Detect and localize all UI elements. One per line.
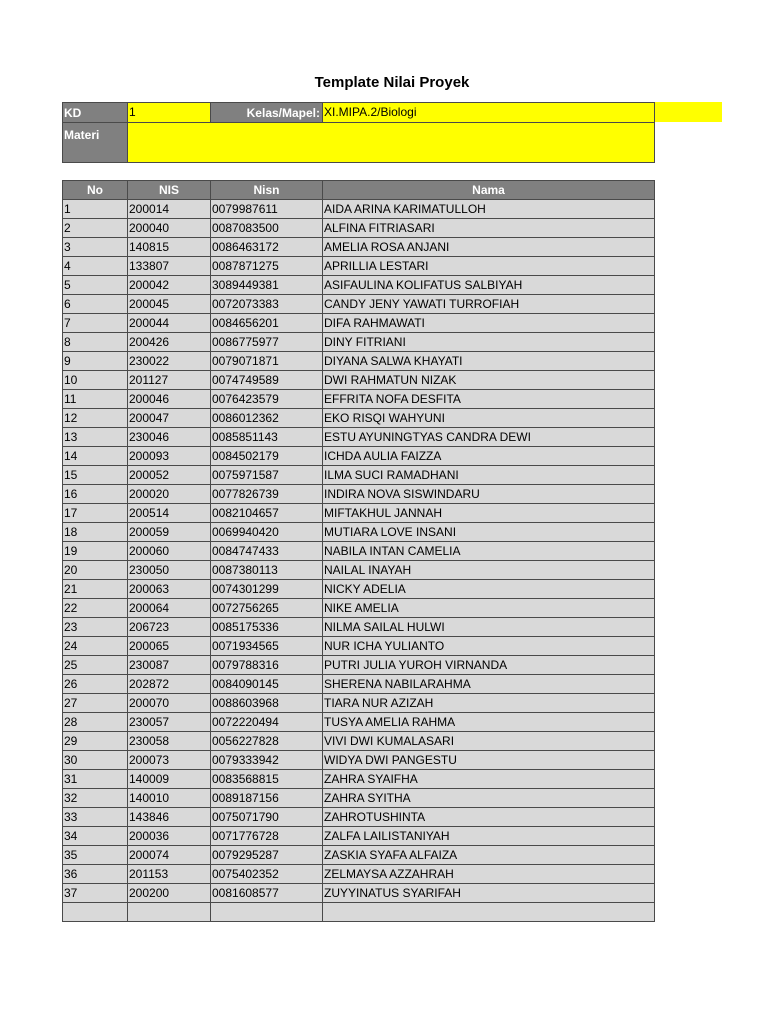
- table-row: [63, 523, 655, 542]
- cell-nama[interactable]: ILMA SUCI RAMADHANI: [323, 466, 655, 485]
- cell-nisn[interactable]: [211, 903, 323, 922]
- cell-no[interactable]: 36: [63, 865, 128, 884]
- cell-nama[interactable]: NABILA INTAN CAMELIA: [323, 542, 655, 561]
- column-header-nis[interactable]: NIS: [128, 181, 211, 200]
- cell-nisn[interactable]: 0071776728: [211, 827, 323, 846]
- table-row: [63, 580, 655, 599]
- cell-nisn[interactable]: 0075971587: [211, 466, 323, 485]
- cell-nis[interactable]: 200070: [128, 694, 211, 713]
- cell-no[interactable]: [63, 903, 128, 922]
- table-row: [63, 770, 655, 789]
- info-table: [62, 102, 655, 163]
- cell-no[interactable]: 12: [63, 409, 128, 428]
- cell-nisn[interactable]: 0087380113: [211, 561, 323, 580]
- cell-nis[interactable]: 140010: [128, 789, 211, 808]
- cell-nama[interactable]: TUSYA AMELIA RAHMA: [323, 713, 655, 732]
- cell-nis[interactable]: 200074: [128, 846, 211, 865]
- cell-no[interactable]: 32: [63, 789, 128, 808]
- cell-nisn[interactable]: 0074749589: [211, 371, 323, 390]
- cell-nama[interactable]: TIARA NUR AZIZAH: [323, 694, 655, 713]
- table-row: [63, 694, 655, 713]
- cell-nis[interactable]: 133807: [128, 257, 211, 276]
- cell-nis[interactable]: 200093: [128, 447, 211, 466]
- cell-nama[interactable]: ZELMAYSA AZZAHRAH: [323, 865, 655, 884]
- cell-nisn[interactable]: 0083568815: [211, 770, 323, 789]
- cell-nis[interactable]: 200042: [128, 276, 211, 295]
- highlight-extension: [654, 102, 722, 122]
- cell-nis[interactable]: 230058: [128, 732, 211, 751]
- cell-nis[interactable]: 200065: [128, 637, 211, 656]
- cell-nis[interactable]: 200514: [128, 504, 211, 523]
- cell-nis[interactable]: 200059: [128, 523, 211, 542]
- table-row: [63, 219, 655, 238]
- cell-no[interactable]: 2: [63, 219, 128, 238]
- cell-nisn[interactable]: 0087083500: [211, 219, 323, 238]
- cell-nama[interactable]: ZALFA LAILISTANIYAH: [323, 827, 655, 846]
- cell-no[interactable]: 8: [63, 333, 128, 352]
- cell-nisn[interactable]: 0077826739: [211, 485, 323, 504]
- cell-no[interactable]: 11: [63, 390, 128, 409]
- cell-nama[interactable]: PUTRI JULIA YUROH VIRNANDA: [323, 656, 655, 675]
- cell-nama[interactable]: ALFINA FITRIASARI: [323, 219, 655, 238]
- table-row: [63, 865, 655, 884]
- table-row: [63, 903, 655, 922]
- cell-no[interactable]: 37: [63, 884, 128, 903]
- table-row: [63, 618, 655, 637]
- table-row: [63, 884, 655, 903]
- cell-no[interactable]: 22: [63, 599, 128, 618]
- cell-no[interactable]: 29: [63, 732, 128, 751]
- cell-nisn[interactable]: 0075402352: [211, 865, 323, 884]
- cell-nama[interactable]: NILMA SAILAL HULWI: [323, 618, 655, 637]
- cell-nama[interactable]: NIKE AMELIA: [323, 599, 655, 618]
- cell-nama[interactable]: MUTIARA LOVE INSANI: [323, 523, 655, 542]
- cell-no[interactable]: 10: [63, 371, 128, 390]
- cell-nis[interactable]: 201153: [128, 865, 211, 884]
- table-row: [63, 257, 655, 276]
- cell-nis[interactable]: 206723: [128, 618, 211, 637]
- table-row: [63, 428, 655, 447]
- cell-nisn[interactable]: 0079987611: [211, 200, 323, 219]
- cell-no[interactable]: 20: [63, 561, 128, 580]
- cell-no[interactable]: 14: [63, 447, 128, 466]
- cell-nisn[interactable]: 0082104657: [211, 504, 323, 523]
- cell-nisn[interactable]: 0079295287: [211, 846, 323, 865]
- cell-nis[interactable]: 230087: [128, 656, 211, 675]
- kd-label: KD: [63, 103, 128, 123]
- table-row: [63, 485, 655, 504]
- cell-nis[interactable]: 200063: [128, 580, 211, 599]
- cell-nisn[interactable]: 0079788316: [211, 656, 323, 675]
- cell-no[interactable]: 33: [63, 808, 128, 827]
- cell-nisn[interactable]: 0069940420: [211, 523, 323, 542]
- cell-nisn[interactable]: 0084656201: [211, 314, 323, 333]
- column-header-nama[interactable]: Nama: [323, 181, 655, 200]
- table-row: [63, 846, 655, 865]
- table-row: [63, 371, 655, 390]
- cell-no[interactable]: 17: [63, 504, 128, 523]
- cell-nis[interactable]: 200040: [128, 219, 211, 238]
- cell-nisn[interactable]: 0089187156: [211, 789, 323, 808]
- cell-nis[interactable]: 230050: [128, 561, 211, 580]
- cell-nama[interactable]: [323, 903, 655, 922]
- cell-nisn[interactable]: 0072220494: [211, 713, 323, 732]
- materi-row: [63, 123, 655, 163]
- table-row: [63, 276, 655, 295]
- cell-nisn[interactable]: 0072756265: [211, 599, 323, 618]
- cell-nisn[interactable]: 0086775977: [211, 333, 323, 352]
- cell-nama[interactable]: ZAHROTUSHINTA: [323, 808, 655, 827]
- table-row: [63, 656, 655, 675]
- table-header-row: [63, 181, 655, 200]
- cell-nama[interactable]: AIDA ARINA KARIMATULLOH: [323, 200, 655, 219]
- cell-nis[interactable]: 200426: [128, 333, 211, 352]
- table-row: [63, 637, 655, 656]
- table-row: [63, 390, 655, 409]
- table-row: [63, 675, 655, 694]
- table-row: [63, 352, 655, 371]
- cell-nis[interactable]: 200046: [128, 390, 211, 409]
- table-row: [63, 751, 655, 770]
- cell-nisn[interactable]: 0074301299: [211, 580, 323, 599]
- student-table: [62, 180, 655, 922]
- cell-nama[interactable]: ZAHRA SYAIFHA: [323, 770, 655, 789]
- cell-nama[interactable]: DIFA RAHMAWATI: [323, 314, 655, 333]
- table-row: [63, 713, 655, 732]
- cell-nisn[interactable]: 0079071871: [211, 352, 323, 371]
- cell-nisn[interactable]: 0084090145: [211, 675, 323, 694]
- cell-no[interactable]: 9: [63, 352, 128, 371]
- cell-nama[interactable]: INDIRA NOVA SISWINDARU: [323, 485, 655, 504]
- cell-no[interactable]: 23: [63, 618, 128, 637]
- cell-nama[interactable]: DWI RAHMATUN NIZAK: [323, 371, 655, 390]
- cell-nis[interactable]: 200200: [128, 884, 211, 903]
- cell-nisn[interactable]: 0085175336: [211, 618, 323, 637]
- table-row: [63, 238, 655, 257]
- cell-nama[interactable]: WIDYA DWI PANGESTU: [323, 751, 655, 770]
- cell-nis[interactable]: 200052: [128, 466, 211, 485]
- cell-no[interactable]: 3: [63, 238, 128, 257]
- kd-row: [63, 103, 655, 123]
- cell-nama[interactable]: APRILLIA LESTARI: [323, 257, 655, 276]
- cell-no[interactable]: 25: [63, 656, 128, 675]
- cell-nisn[interactable]: 0076423579: [211, 390, 323, 409]
- cell-nama[interactable]: CANDY JENY YAWATI TURROFIAH: [323, 295, 655, 314]
- cell-nisn[interactable]: 0075071790: [211, 808, 323, 827]
- cell-nama[interactable]: VIVI DWI KUMALASARI: [323, 732, 655, 751]
- cell-nis[interactable]: 230022: [128, 352, 211, 371]
- cell-no[interactable]: 19: [63, 542, 128, 561]
- table-row: [63, 599, 655, 618]
- cell-nama[interactable]: SHERENA NABILARAHMA: [323, 675, 655, 694]
- table-row: [63, 314, 655, 333]
- table-row: [63, 333, 655, 352]
- cell-nis[interactable]: 200047: [128, 409, 211, 428]
- cell-no[interactable]: 15: [63, 466, 128, 485]
- cell-nis[interactable]: 230057: [128, 713, 211, 732]
- cell-no[interactable]: 34: [63, 827, 128, 846]
- table-row: [63, 200, 655, 219]
- cell-nis[interactable]: 230046: [128, 428, 211, 447]
- materi-value-cell[interactable]: [128, 123, 655, 163]
- cell-no[interactable]: 28: [63, 713, 128, 732]
- cell-nisn[interactable]: 0086012362: [211, 409, 323, 428]
- table-row: [63, 561, 655, 580]
- cell-no[interactable]: 13: [63, 428, 128, 447]
- cell-nama[interactable]: ICHDA AULIA FAIZZA: [323, 447, 655, 466]
- cell-nisn[interactable]: 0081608577: [211, 884, 323, 903]
- cell-no[interactable]: 6: [63, 295, 128, 314]
- cell-nisn[interactable]: 0072073383: [211, 295, 323, 314]
- table-row: [63, 542, 655, 561]
- cell-nama[interactable]: NUR ICHA YULIANTO: [323, 637, 655, 656]
- cell-nama[interactable]: AMELIA ROSA ANJANI: [323, 238, 655, 257]
- sheet-title: Template Nilai Proyek: [314, 74, 470, 91]
- cell-nama[interactable]: MIFTAKHUL JANNAH: [323, 504, 655, 523]
- cell-nisn[interactable]: 0079333942: [211, 751, 323, 770]
- table-row: [63, 295, 655, 314]
- cell-no[interactable]: 24: [63, 637, 128, 656]
- table-row: [63, 789, 655, 808]
- cell-nis[interactable]: [128, 903, 211, 922]
- cell-no[interactable]: 16: [63, 485, 128, 504]
- cell-nama[interactable]: ZASKIA SYAFA ALFAIZA: [323, 846, 655, 865]
- cell-nisn[interactable]: 3089449381: [211, 276, 323, 295]
- cell-nama[interactable]: ESTU AYUNINGTYAS CANDRA DEWI: [323, 428, 655, 447]
- cell-no[interactable]: 27: [63, 694, 128, 713]
- cell-nis[interactable]: 200064: [128, 599, 211, 618]
- student-table-body: [63, 200, 655, 922]
- cell-nis[interactable]: 200036: [128, 827, 211, 846]
- cell-nama[interactable]: EKO RISQI WAHYUNI: [323, 409, 655, 428]
- cell-no[interactable]: 1: [63, 200, 128, 219]
- column-header-nisn[interactable]: Nisn: [211, 181, 323, 200]
- cell-nama[interactable]: ASIFAULINA KOLIFATUS SALBIYAH: [323, 276, 655, 295]
- cell-nisn[interactable]: 0086463172: [211, 238, 323, 257]
- kelas-label: Kelas/Mapel:: [211, 103, 323, 123]
- cell-nis[interactable]: 140815: [128, 238, 211, 257]
- materi-label: Materi: [63, 123, 128, 163]
- cell-nisn[interactable]: 0087871275: [211, 257, 323, 276]
- cell-nis[interactable]: 200020: [128, 485, 211, 504]
- cell-no[interactable]: 35: [63, 846, 128, 865]
- cell-nama[interactable]: ZAHRA SYITHA: [323, 789, 655, 808]
- column-header-no[interactable]: No: [63, 181, 128, 200]
- cell-no[interactable]: 18: [63, 523, 128, 542]
- kelas-value-cell[interactable]: XI.MIPA.2/Biologi: [323, 103, 655, 123]
- cell-nama[interactable]: NAILAL INAYAH: [323, 561, 655, 580]
- cell-no[interactable]: 21: [63, 580, 128, 599]
- table-row: [63, 808, 655, 827]
- cell-nama[interactable]: DINY FITRIANI: [323, 333, 655, 352]
- table-row: [63, 732, 655, 751]
- cell-nis[interactable]: 140009: [128, 770, 211, 789]
- cell-nis[interactable]: 200073: [128, 751, 211, 770]
- cell-no[interactable]: 5: [63, 276, 128, 295]
- kd-value-cell[interactable]: 1: [128, 103, 211, 123]
- cell-no[interactable]: 30: [63, 751, 128, 770]
- table-row: [63, 466, 655, 485]
- cell-no[interactable]: 31: [63, 770, 128, 789]
- cell-nis[interactable]: 201127: [128, 371, 211, 390]
- table-row: [63, 504, 655, 523]
- table-row: [63, 827, 655, 846]
- cell-nis[interactable]: 202872: [128, 675, 211, 694]
- cell-nis[interactable]: 200045: [128, 295, 211, 314]
- cell-nisn[interactable]: 0056227828: [211, 732, 323, 751]
- cell-no[interactable]: 7: [63, 314, 128, 333]
- cell-nis[interactable]: 200060: [128, 542, 211, 561]
- cell-nisn[interactable]: 0085851143: [211, 428, 323, 447]
- cell-nama[interactable]: DIYANA SALWA KHAYATI: [323, 352, 655, 371]
- table-row: [63, 447, 655, 466]
- cell-nisn[interactable]: 0071934565: [211, 637, 323, 656]
- cell-nis[interactable]: 200044: [128, 314, 211, 333]
- cell-nisn[interactable]: 0084502179: [211, 447, 323, 466]
- cell-nama[interactable]: ZUYYINATUS SYARIFAH: [323, 884, 655, 903]
- cell-nisn[interactable]: 0084747433: [211, 542, 323, 561]
- cell-nis[interactable]: 200014: [128, 200, 211, 219]
- cell-nama[interactable]: NICKY ADELIA: [323, 580, 655, 599]
- cell-no[interactable]: 4: [63, 257, 128, 276]
- cell-nama[interactable]: EFFRITA NOFA DESFITA: [323, 390, 655, 409]
- cell-nisn[interactable]: 0088603968: [211, 694, 323, 713]
- cell-no[interactable]: 26: [63, 675, 128, 694]
- table-row: [63, 409, 655, 428]
- cell-nis[interactable]: 143846: [128, 808, 211, 827]
